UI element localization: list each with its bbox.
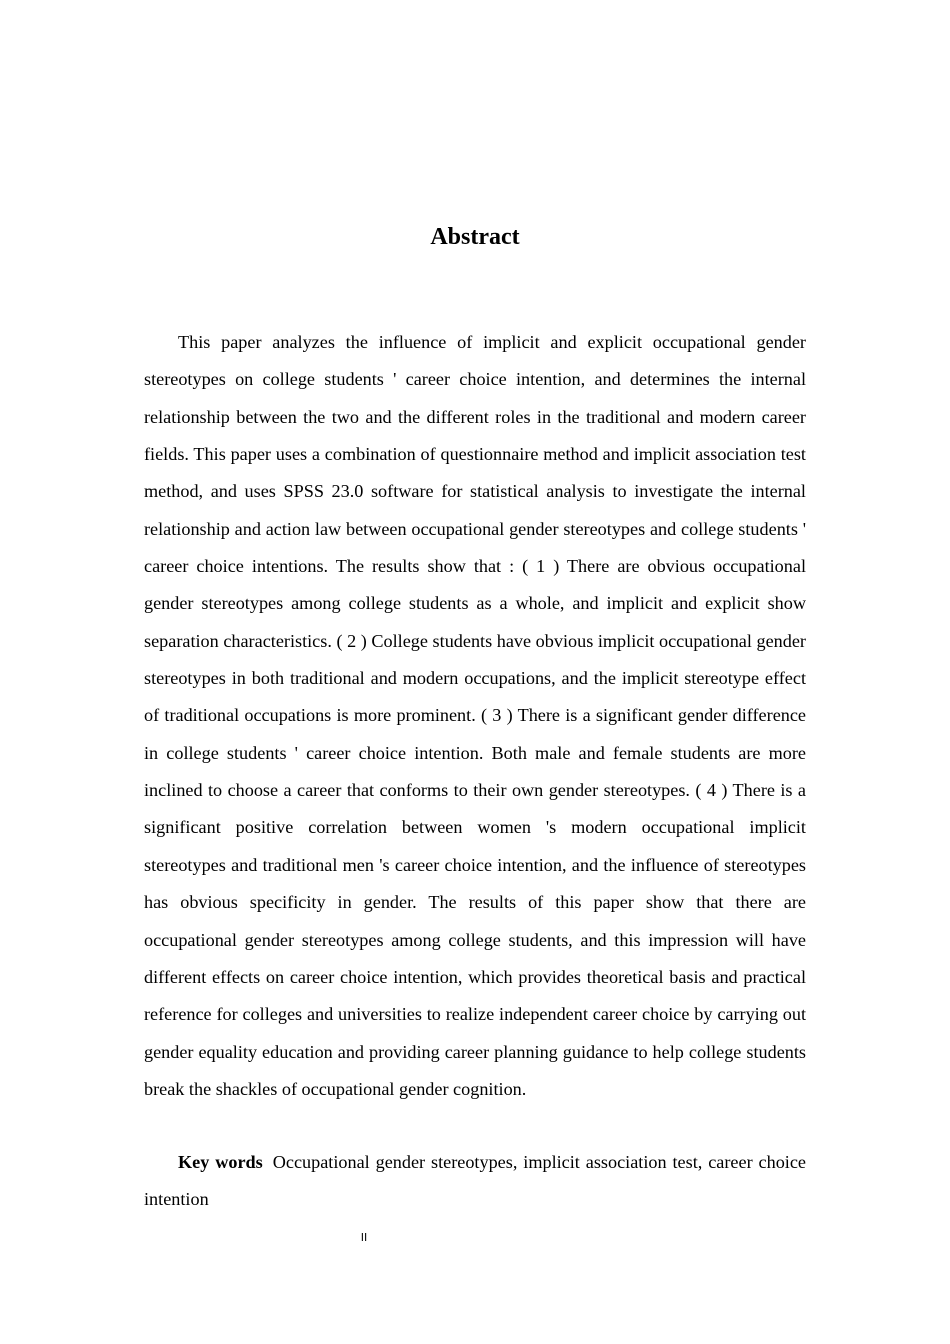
keywords-label: Key words [178,1152,263,1172]
keywords-text: Occupational gender stereotypes, implicit association test, career choice intention [144,1152,806,1210]
abstract-paragraph: This paper analyzes the influence of implicit and explicit occupational gender stereotypes on college students ' career choice intention, and determines the internal relationship between the two and the different roles in the traditional and modern career fields. This paper uses a combination of questionnaire method and implicit association test method, and uses SPSS 23.0 software for statistical analysis to investigate the internal relationship and action law between occupational gender stereotypes and college students ' career choice intentions. The results show that : ( 1 ) There are obvious occupational gender stereotypes among college students as a whole, and implicit and explicit show separation characteristics. ( 2 ) College students have obvious implicit occupational gender stereotypes in both traditional and modern occupations, and the implicit stereotype effect of traditional occupations is more prominent. ( 3 ) There is a significant gender difference in college students ' career choice intention. Both male and female students are more inclined to choose a career that conforms to their own gender stereotypes. ( 4 ) There is a significant positive correlation between women 's modern occupational implicit stereotypes and traditional men 's career choice intention, and the influence of stereotypes has obvious specificity in gender. The results of this paper show that there are occupational gender stereotypes among college students, and this impression will have different effects on career choice intention, which provides theoretical basis and practical reference for colleges and universities to realize independent career choice by carrying out gender equality education and providing career planning guidance to help college students break the shackles of occupational gender cognition. [144,332,806,1099]
page-number: II [360,1231,368,1244]
keywords-paragraph [144,1144,806,1219]
abstract-title: Abstract [430,224,520,250]
